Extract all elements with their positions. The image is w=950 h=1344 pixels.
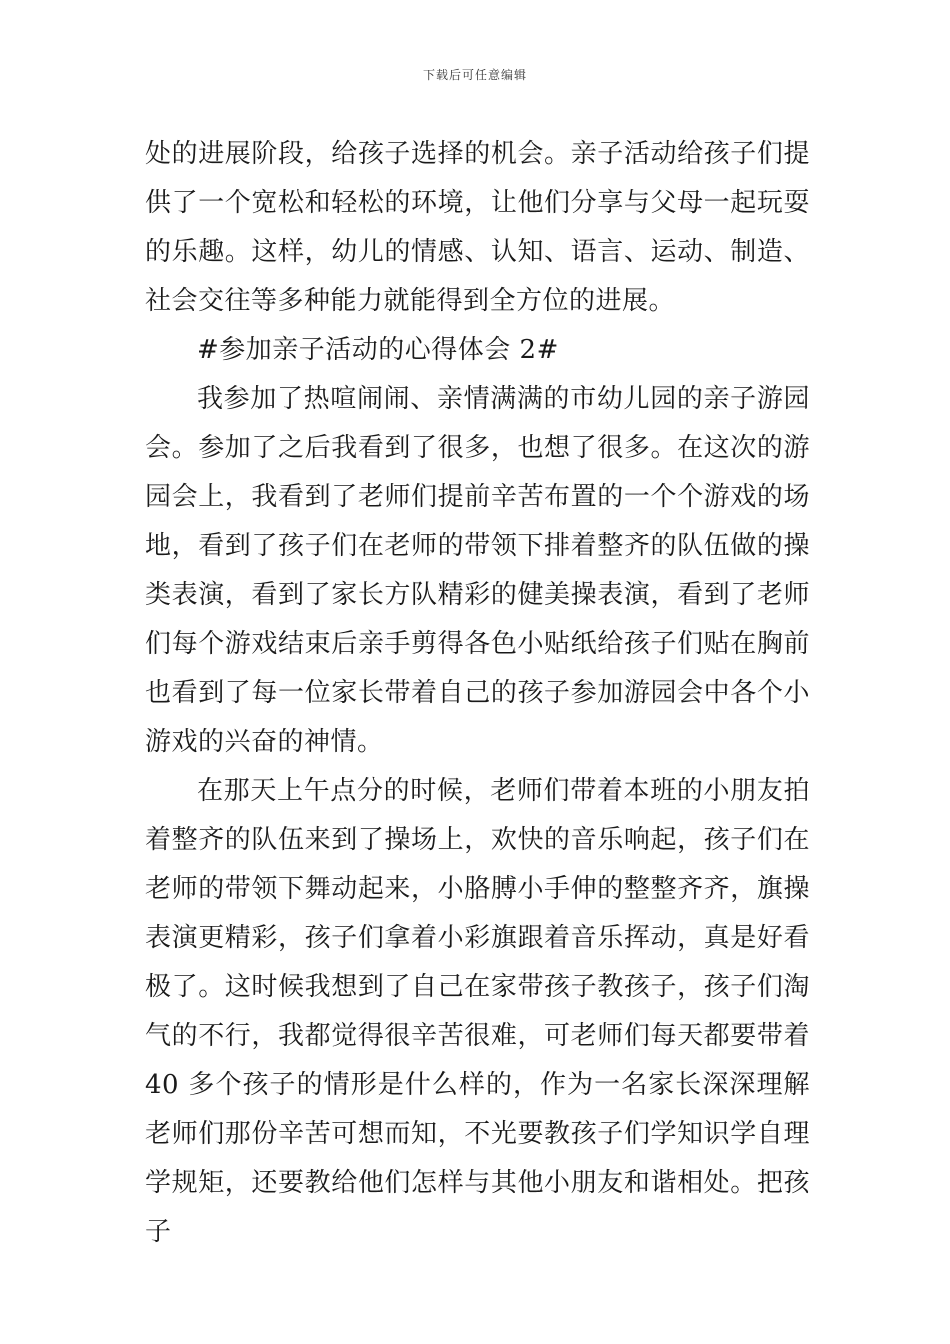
paragraph: 我参加了热喧闹闹、亲情满满的市幼儿园的亲子游园会。参加了之后我看到了很多，也想了很多。在这次的游园会上，我看到了老师们提前辛苦布置的一个个游戏的场地，看到了孩子们在老师的带领下排着整齐的队伍做的操类表演，看到了家长方队精彩的健美操表演，看到了老师们每个游戏结束后亲手剪得各色小贴纸给孩子们贴在胸前也看到了每一位家长带着自己的孩子参加游园会中各个小游戏的兴奋的神情。 bbox=[145, 384, 810, 757]
page-header: 下载后可任意编辑 bbox=[422, 68, 527, 82]
section-heading: #参加亲子活动的心得体会 2# bbox=[197, 335, 559, 365]
document-body bbox=[145, 130, 810, 1257]
paragraph: 在那天上午点分的时候，老师们带着本班的小朋友拍着整齐的队伍来到了操场上，欢快的音乐响起，孩子们在老师的带领下舞动起来，小胳膊小手伸的整整齐齐，旗操表演更精彩，孩子们拿着小彩旗跟着音乐挥动，真是好看极了。这时候我想到了自己在家带孩子教孩子，孩子们淘气的不行，我都觉得很辛苦很难，可老师们每天都要带着40 多个孩子的情形是什么样的，作为一名家长深深理解老师们那份辛苦可想而知，不光要教孩子们学知识学自理学规矩，还要教给他们怎样与其他小朋友和谐相处。把孩子 bbox=[145, 776, 810, 1247]
paragraph-continued: 处的进展阶段，给孩子选择的机会。亲子活动给孩子们提供了一个宽松和轻松的环境，让他们分享与父母一起玩耍的乐趣。这样，幼儿的情感、认知、语言、运动、制造、社会交往等多种能力就能得到全方位的进展。 bbox=[145, 139, 810, 316]
